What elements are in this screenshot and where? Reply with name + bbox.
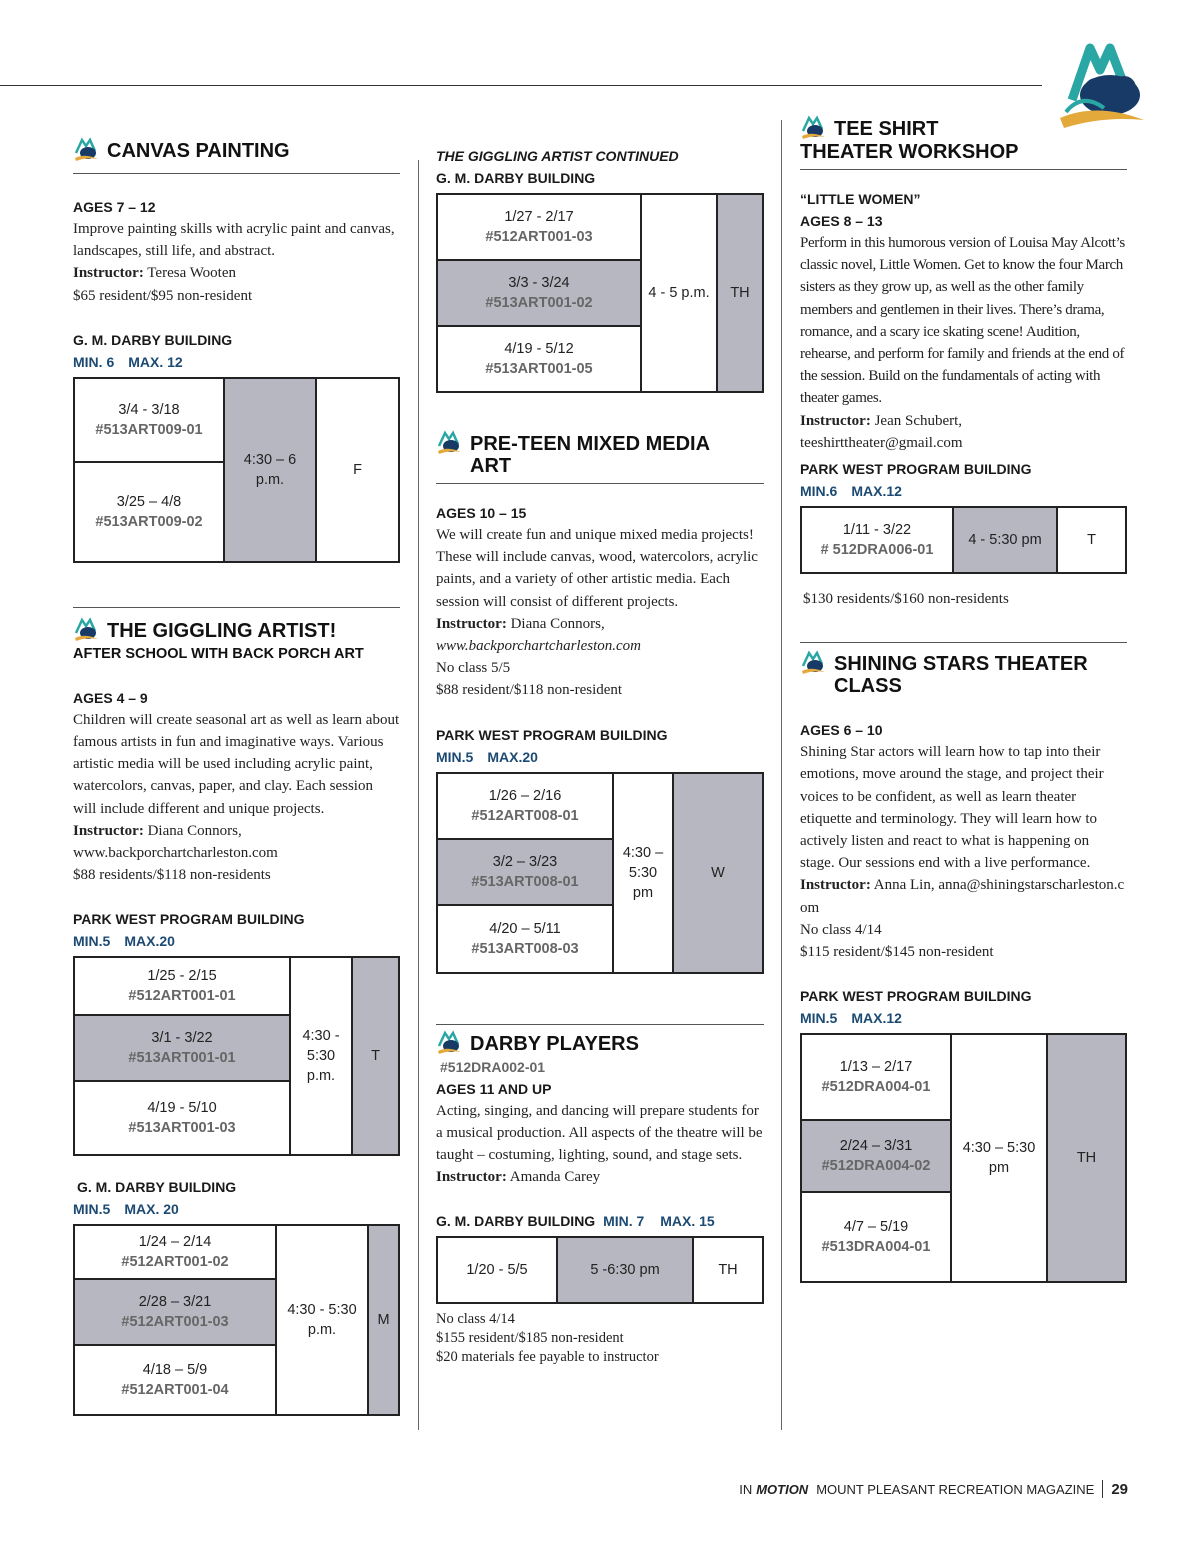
session-cell: 3/3 - 3/24 #513ART001-02 <box>437 260 641 326</box>
page-number: 29 <box>1111 1480 1128 1498</box>
continued-label: THE GIGGLING ARTIST CONTINUED <box>436 148 679 164</box>
location: PARK WEST PROGRAM BUILDING <box>800 461 1032 478</box>
session-cell: 3/25 – 4/8 #513ART009-02 <box>74 462 224 562</box>
session-cell: 4/20 – 5/11 #513ART008-03 <box>437 905 613 973</box>
instructor: Instructor: Jean Schubert, teeshirttheater@gmail.com <box>800 412 963 451</box>
time-cell: 4:30 - 5:30 p.m. <box>276 1225 368 1415</box>
session-cell: 4/7 – 5/19 #513DRA004-01 <box>801 1192 951 1282</box>
time-cell: 4:30 - 5:30 p.m. <box>290 957 352 1155</box>
session-cell: 1/27 - 2/17 #512ART001-03 <box>437 194 641 260</box>
time-cell: 4:30 – 6 p.m. <box>224 378 316 562</box>
ages: AGES 10 – 15 <box>436 505 527 521</box>
no-class-note: No class 5/5 <box>436 660 511 677</box>
course-code: #512DRA002-01 <box>440 1058 546 1075</box>
section-rule <box>436 483 764 484</box>
price: $130 residents/$160 non-residents <box>803 591 1009 608</box>
footer-divider <box>1102 1480 1103 1498</box>
materials-fee: $20 materials fee payable to instructor <box>436 1349 659 1366</box>
header-rule <box>0 85 1042 86</box>
price: $115 resident/$145 non-resident <box>800 944 994 961</box>
schedule-table <box>73 1224 400 1416</box>
day-cell: T <box>352 957 399 1155</box>
section-rule <box>800 169 1127 170</box>
schedule-table <box>800 506 1127 574</box>
mp-tree-icon <box>800 650 826 676</box>
mp-tree-icon <box>800 115 826 141</box>
price: $65 resident/$95 non-resident <box>73 287 253 304</box>
day-cell: F <box>316 378 399 562</box>
instructor-url: www.backporchartcharleston.com <box>436 638 641 655</box>
shining-stars-title: SHINING STARS THEATER CLASS <box>800 653 1127 697</box>
instructor: Instructor: Amanda Carey <box>436 1169 601 1186</box>
min-max: MIN. 6 MAX. 12 <box>73 353 183 370</box>
session-cell: 1/20 - 5/5 <box>437 1237 557 1303</box>
description: Shining Star actors will learn how to tap into their emotions, move around the stage, and project their voices to be confident, as well as learn theater etiquette and terminology. They will learn how to actively listen and react to what is happening on stage. Our sessions end with a live performance. <box>800 744 1104 872</box>
mp-tree-icon <box>436 1030 462 1056</box>
session-cell: 4/19 - 5/12 #513ART001-05 <box>437 326 641 392</box>
session-cell: 1/24 – 2/14 #512ART001-02 <box>74 1225 276 1279</box>
description: We will create fun and unique mixed media projects! These will include canvas, wood, watercolors, acrylic paints, and a variety of other artistic media. Each session will consist of different projects. <box>436 527 758 610</box>
min-max: MIN.5 MAX.12 <box>800 1010 902 1027</box>
session-cell: 1/11 - 3/22 # 512DRA006-01 <box>801 507 953 573</box>
column-3 <box>800 118 1127 1283</box>
location: PARK WEST PROGRAM BUILDING <box>800 988 1032 1005</box>
time-cell: 4 - 5 p.m. <box>641 194 717 392</box>
time-cell: 4:30 – 5:30 pm <box>613 773 673 973</box>
day-cell: M <box>368 1225 399 1415</box>
ages: AGES 8 – 13 <box>800 213 883 229</box>
day-cell: T <box>1057 507 1126 573</box>
min-max: MIN.5 MAX.20 <box>436 748 538 765</box>
instructor: Instructor: Diana Connors, <box>436 615 605 632</box>
session-cell: 3/1 - 3/22 #513ART001-01 <box>74 1015 290 1081</box>
preteen-title: PRE-TEEN MIXED MEDIA ART <box>436 433 764 477</box>
column-1 <box>73 140 400 1416</box>
schedule-table <box>436 772 764 974</box>
session-cell: 2/24 – 3/31 #512DRA004-02 <box>801 1120 951 1192</box>
description: Acting, singing, and dancing will prepare students for a musical production. All aspects of the theatre will be taught – costuming, lighting, sound, and stage sets. <box>436 1102 763 1164</box>
day-cell: TH <box>693 1237 763 1303</box>
session-cell: 4/19 - 5/10 #513ART001-03 <box>74 1081 290 1155</box>
location-min-max: G. M. DARBY BUILDING MIN. 7 MAX. 15 <box>436 1213 715 1230</box>
price: $155 resident/$185 non-resident <box>436 1330 624 1347</box>
instructor: Instructor: Anna Lin, anna@shiningstarscharleston.com <box>800 877 1125 916</box>
schedule-table <box>800 1033 1127 1283</box>
session-cell: 1/13 – 2/17 #512DRA004-01 <box>801 1034 951 1120</box>
ages: AGES 4 – 9 <box>73 689 148 706</box>
location: PARK WEST PROGRAM BUILDING <box>73 911 305 928</box>
session-cell: 1/25 - 2/15 #512ART001-01 <box>74 957 290 1015</box>
instructor: Instructor: Diana Connors, <box>73 822 242 839</box>
section-rule <box>73 173 400 174</box>
location: PARK WEST PROGRAM BUILDING <box>436 726 668 743</box>
price: $88 resident/$118 non-resident <box>436 682 623 699</box>
tee-shirt-title: TEE SHIRT <box>800 118 1127 141</box>
schedule-table <box>436 193 764 393</box>
darby-players-title: DARBY PLAYERS <box>436 1033 764 1056</box>
time-cell: 4 - 5:30 pm <box>953 507 1057 573</box>
instructor: Instructor: Teresa Wooten <box>73 265 236 282</box>
session-cell: 4/18 – 5/9 #512ART001-04 <box>74 1345 276 1415</box>
section-rule <box>800 642 1127 643</box>
description: Improve painting skills with acrylic paint and canvas, landscapes, still life, and abstract. <box>73 221 395 260</box>
page-footer: IN MOTION MOUNT PLEASANT RECREATION MAGAZINE 29 <box>739 1480 1128 1498</box>
mp-tree-icon <box>73 617 99 643</box>
day-cell: W <box>673 773 763 973</box>
time-cell: 5 -6:30 pm <box>557 1237 693 1303</box>
session-cell: 3/4 - 3/18 #513ART009-01 <box>74 378 224 462</box>
column-divider <box>418 160 419 1430</box>
location: G. M. DARBY BUILDING <box>436 170 596 186</box>
description: Children will create seasonal art as well as learn about famous artists in fun and imaginative ways. Various artistic media will be used including acrylic paint, watercolors, canvas, paper, and clay. Each session will include different and unique projects. <box>73 711 400 817</box>
time-cell: 4:30 – 5:30 pm <box>951 1034 1047 1282</box>
ages: AGES 7 – 12 <box>73 199 156 215</box>
day-cell: TH <box>717 194 763 392</box>
schedule-table <box>73 956 400 1156</box>
schedule-table <box>73 377 400 563</box>
column-2 <box>436 145 764 1367</box>
min-max: MIN.5 MAX.20 <box>73 933 175 950</box>
session-cell: 1/26 – 2/16 #512ART008-01 <box>437 773 613 839</box>
location: G. M. DARBY BUILDING <box>73 331 233 348</box>
min-max: MIN.5 MAX. 20 <box>73 1201 179 1218</box>
min-max: MIN.6 MAX.12 <box>800 483 902 500</box>
day-cell: TH <box>1047 1034 1126 1282</box>
schedule-table <box>436 1236 764 1304</box>
mp-tree-icon <box>436 430 462 456</box>
section-rule <box>73 607 400 608</box>
description: Perform in this humorous version of Louisa May Alcott’s classic novel, Little Women. Get to know the four March sisters as they grow up, as well as the other family members and gentlemen in their lives. There’s drama, romance, and a scary ice skating scene! Audition, rehearse, and perform for family and friends at the end of the session. Build on the fundamentals of acting with theater games. <box>800 235 1125 407</box>
ages: AGES 6 – 10 <box>800 722 883 739</box>
ages: AGES 11 AND UP <box>436 1080 552 1097</box>
section-rule <box>436 1024 764 1025</box>
canvas-painting-title: CANVAS PAINTING <box>73 140 400 163</box>
session-cell: 2/28 – 3/21 #512ART001-03 <box>74 1279 276 1345</box>
session-cell: 3/2 – 3/23 #513ART008-01 <box>437 839 613 905</box>
location: G. M. DARBY BUILDING <box>77 1179 237 1196</box>
tee-shirt-title-line2: THEATER WORKSHOP <box>800 141 1019 163</box>
price: $88 residents/$118 non-residents <box>73 867 271 884</box>
mp-tree-icon <box>73 137 99 163</box>
column-divider <box>781 120 782 1430</box>
instructor-url: www.backporchartcharleston.com <box>73 845 278 862</box>
giggling-artist-title: THE GIGGLING ARTIST! <box>73 620 400 643</box>
no-class-note: No class 4/14 <box>436 1311 515 1328</box>
show-title: “LITTLE WOMEN” <box>800 191 921 207</box>
no-class-note: No class 4/14 <box>800 921 882 938</box>
subtitle: AFTER SCHOOL WITH BACK PORCH ART <box>73 645 364 662</box>
